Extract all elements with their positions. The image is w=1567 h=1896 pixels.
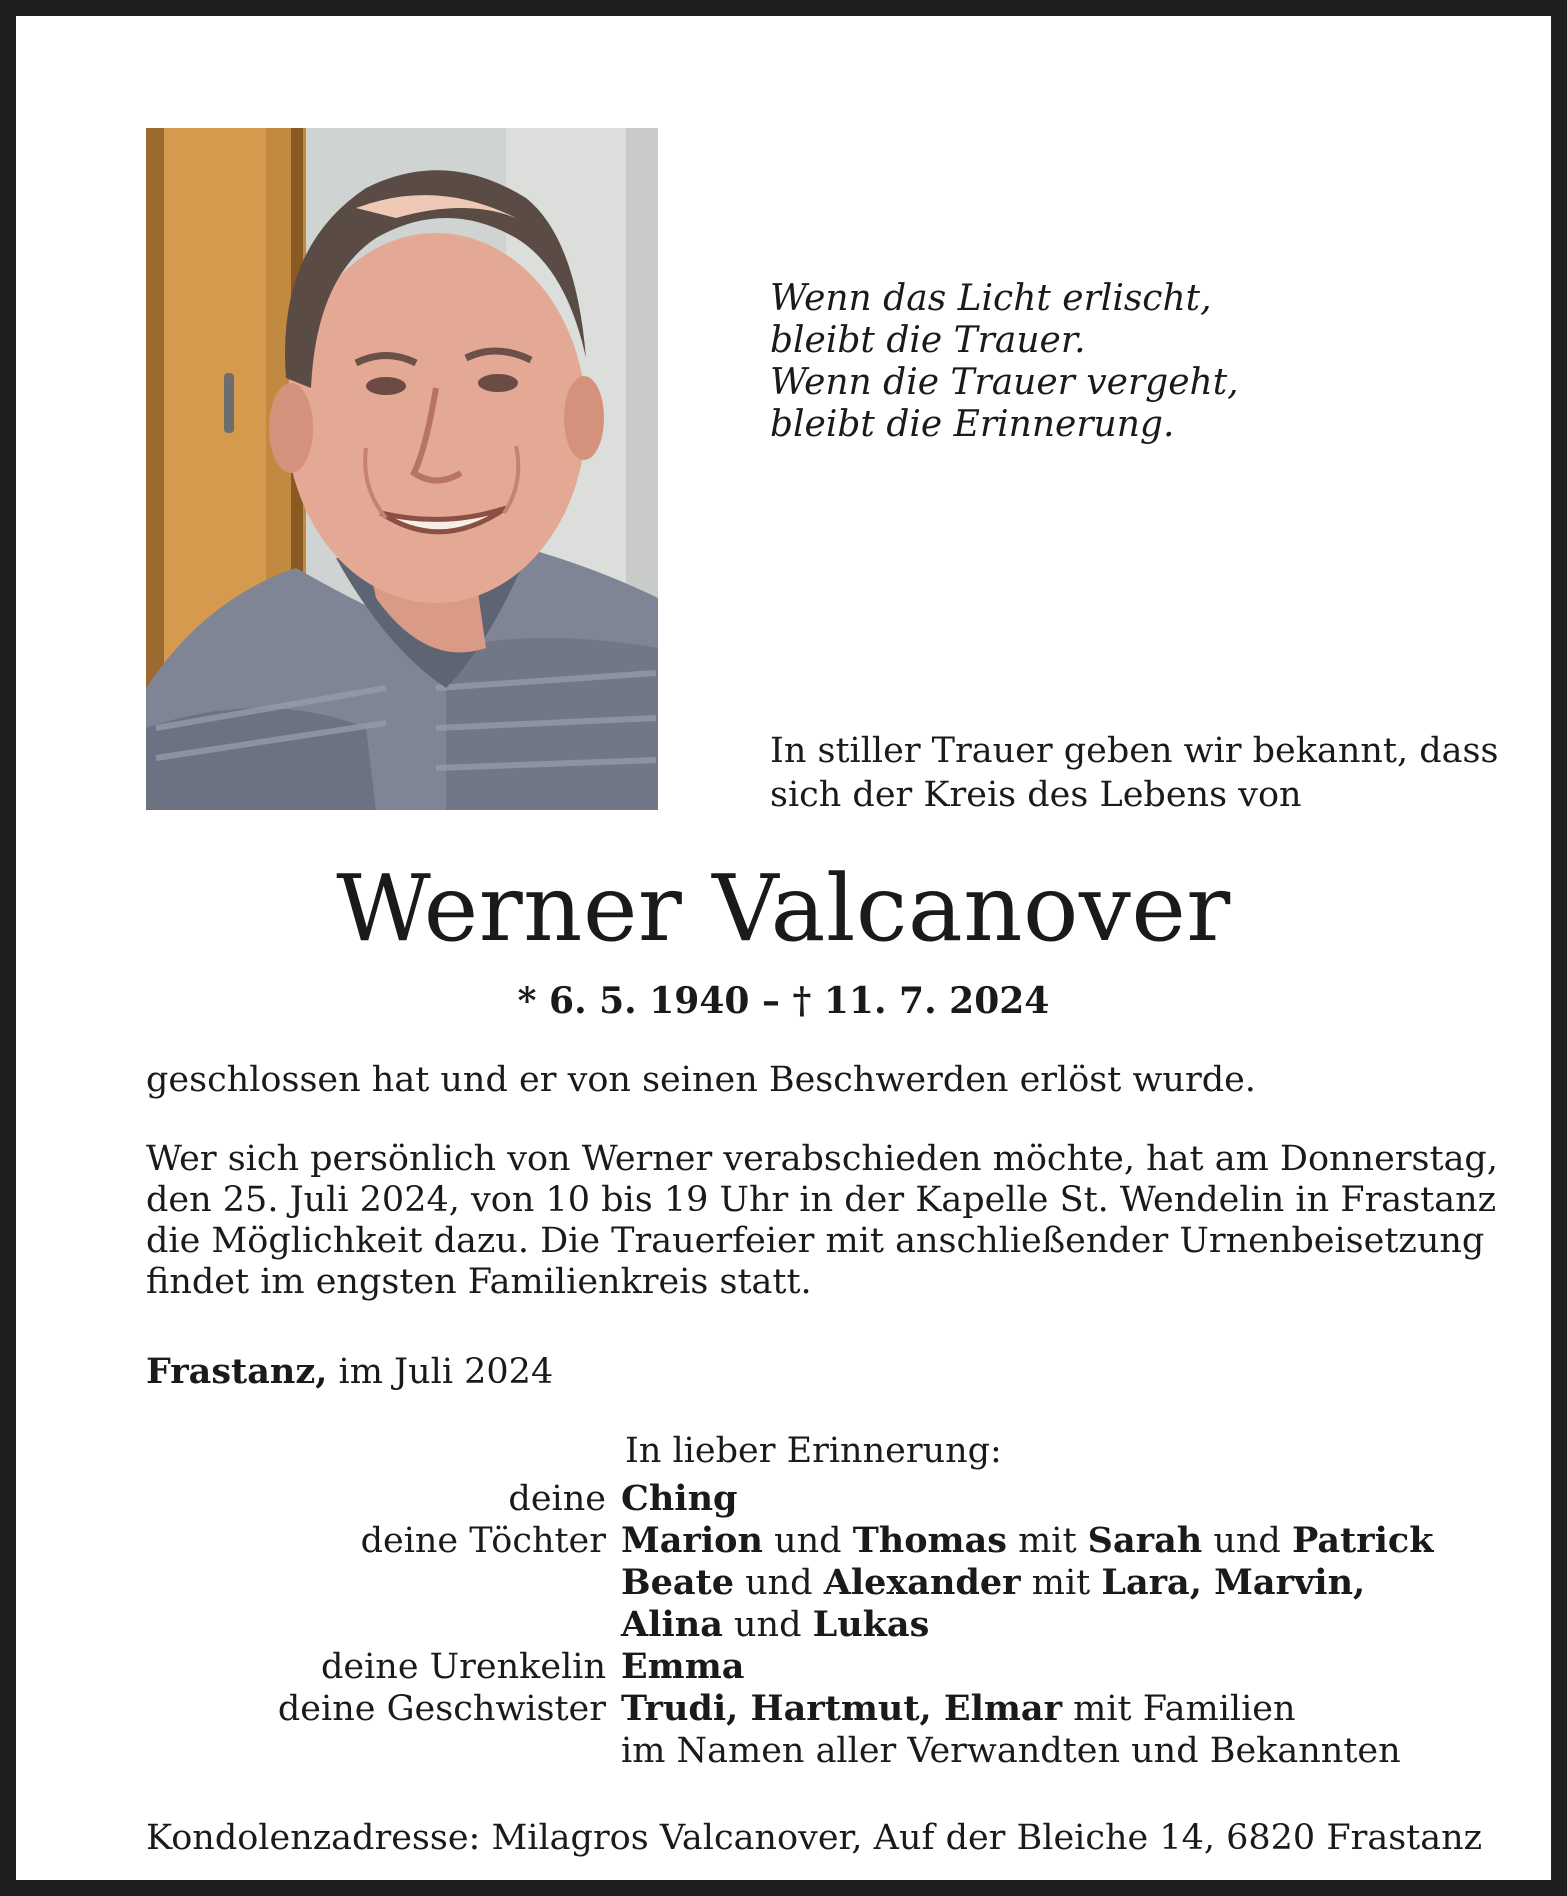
farewell-paragraph: [146, 1139, 1498, 1303]
family-names: [621, 1478, 738, 1520]
memory-heading: In lieber Erinnerung:: [625, 1431, 1002, 1471]
family-row-urenkelin: [146, 1646, 1476, 1688]
family-all-relatives: im Namen aller Verwandten und Bekannten: [621, 1731, 1401, 1771]
family-name: Ching: [621, 1478, 738, 1519]
intro-text: [770, 729, 1499, 817]
family-name: Patrick: [1291, 1520, 1434, 1561]
family-relation-empty: [146, 1562, 621, 1604]
family-connector: mit: [1006, 1521, 1088, 1561]
family-names: [621, 1604, 929, 1646]
intro-line: In stiller Trauer geben wir bekannt, dass: [770, 731, 1499, 771]
poem-line: Wenn das Licht erlischt,: [770, 278, 1212, 319]
family-relation: deine Urenkelin: [320, 1647, 606, 1687]
family-name: Trudi, Hartmut, Elmar: [621, 1688, 1063, 1729]
family-name: Alina: [621, 1604, 723, 1645]
family-connector: und: [1202, 1521, 1292, 1561]
family-name: Emma: [621, 1646, 745, 1687]
family-row-beate: [146, 1562, 1476, 1604]
family-row-geschwister: [146, 1688, 1476, 1730]
condolence-address: Kondolenzadresse: Milagros Valcanover, Auf der Bleiche 14, 6820 Frastanz: [146, 1818, 1483, 1858]
deceased-name: Werner Valcanover: [336, 855, 1231, 962]
farewell-line: den 25. Juli 2024, von 10 bis 19 Uhr in der Kapelle St. Wendelin in Frastanz: [146, 1180, 1497, 1220]
farewell-line: findet im engsten Familienkreis statt.: [146, 1262, 812, 1302]
family-relation: deine Töchter: [360, 1521, 606, 1561]
family-relation-empty: [146, 1604, 621, 1646]
family-name: Marion: [621, 1520, 763, 1561]
place-town: Frastanz,: [146, 1351, 328, 1392]
family-names: [621, 1562, 1365, 1604]
poem-line: bleibt die Erinnerung.: [770, 404, 1175, 445]
farewell-line: Wer sich persönlich von Werner verabschieden möchte, hat am Donnerstag,: [146, 1139, 1498, 1179]
family-connector: und: [722, 1605, 813, 1645]
family-list: [146, 1478, 1476, 1772]
family-name: Thomas: [852, 1520, 1007, 1561]
place-date: [146, 1350, 553, 1394]
place-month: im Juli 2024: [327, 1352, 554, 1392]
family-names: [621, 1646, 744, 1688]
family-relation: deine Geschwister: [277, 1689, 606, 1729]
family-name: Lukas: [812, 1604, 930, 1645]
family-connector: mit Familien: [1062, 1689, 1296, 1729]
family-connector: und: [733, 1563, 824, 1603]
life-dates: * 6. 5. 1940 – † 11. 7. 2024: [517, 980, 1050, 1022]
poem-line: Wenn die Trauer vergeht,: [770, 362, 1239, 403]
family-name: Sarah: [1087, 1520, 1203, 1561]
family-names: [621, 1520, 1433, 1562]
family-connector: mit: [1020, 1563, 1102, 1603]
family-row-alina: [146, 1604, 1476, 1646]
farewell-line: die Möglichkeit dazu. Die Trauerfeier mit anschließender Urnenbeisetzung: [146, 1221, 1485, 1261]
portrait-illustration: [146, 128, 658, 810]
family-row-deine: [146, 1478, 1476, 1520]
poem: [770, 278, 1470, 446]
family-row-toechter: [146, 1520, 1476, 1562]
family-name: Beate: [621, 1562, 734, 1603]
family-connector: und: [762, 1521, 853, 1561]
intro-line: sich der Kreis des Lebens von: [770, 775, 1302, 815]
family-names: [621, 1688, 1296, 1730]
family-name: Alexander: [823, 1562, 1021, 1603]
portrait-photo: [146, 128, 658, 810]
family-relation: deine: [508, 1479, 606, 1519]
family-relation-empty: [146, 1730, 621, 1772]
poem-line: bleibt die Trauer.: [770, 320, 1086, 361]
family-row-all: [146, 1730, 1476, 1772]
family-name: Lara, Marvin,: [1101, 1562, 1366, 1603]
closing-line: geschlossen hat und er von seinen Beschwerden erlöst wurde.: [146, 1060, 1256, 1100]
